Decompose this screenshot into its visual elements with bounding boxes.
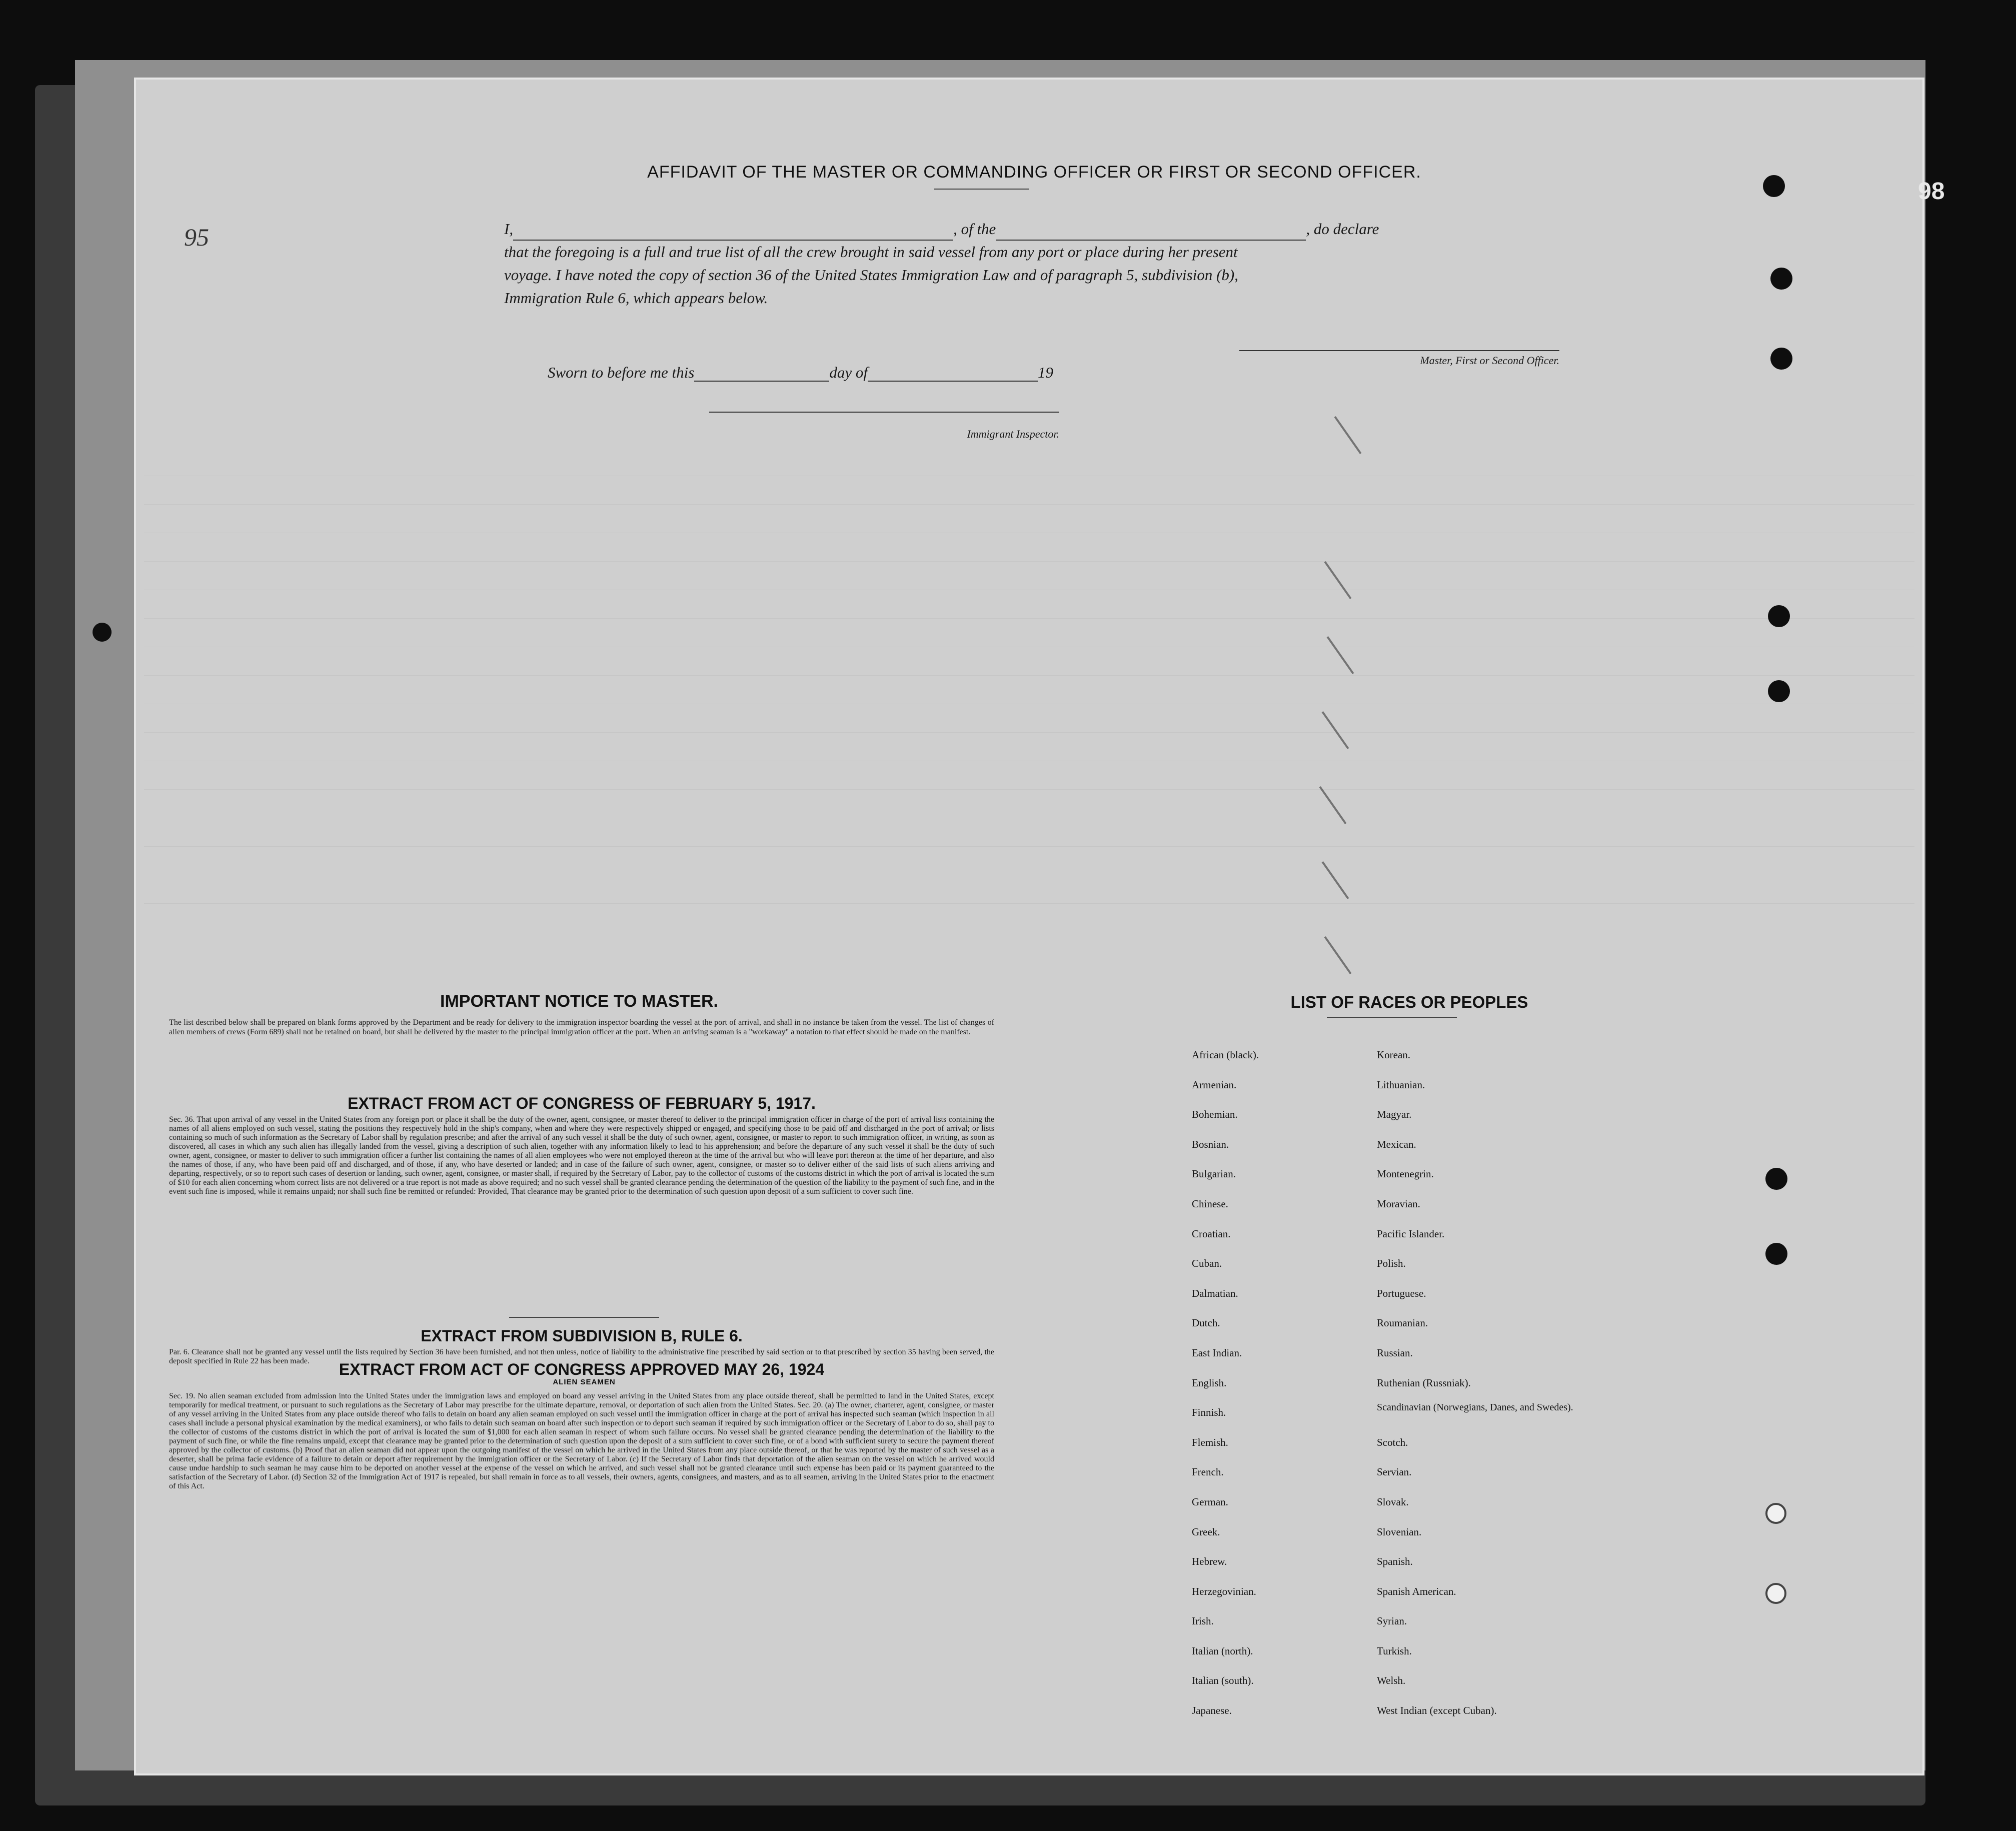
race-item: Italian (south).	[1192, 1674, 1254, 1687]
vessel-name-blank[interactable]	[996, 224, 1306, 241]
race-item: Ruthenian (Russniak).	[1377, 1376, 1471, 1389]
races-right-column	[1377, 1040, 1573, 1726]
section-divider	[509, 1317, 659, 1318]
race-item: Chinese.	[1192, 1197, 1228, 1210]
title-underline	[934, 189, 1029, 190]
race-item: Slovenian.	[1377, 1525, 1422, 1538]
punch-hole	[1765, 1243, 1787, 1265]
page-number: 98	[1918, 178, 1945, 205]
extract-1917-text: Sec. 36. That upon arrival of any vessel in the United States from any foreign port or place it shall be the duty of the owner, agent, consignee, or master thereof to deliver to the principal immigration officer in charge of the port of arrival lists containing the names of all aliens employed on such vessel, stating the positions they respectively hold in the ship's company, when and where they were respectively shipped or engaged, and specifying those to be paid off and discharged in the port of arrival; or lists containing so much of such information as the Secretary of Labor shall by regulation prescribe; and after the arrival of any such vessel it shall be the duty of such owner, agent, consignee, or master to report to such immigration officer, in writing, as soon as discovered, all cases in which any such alien has illegally landed from the vessel, giving a description of such alien, together with any information likely to lead to his apprehension; and before the departure of any such vessel it shall be the duty of such owner, agent, consignee, or master to deliver to such immigration officer a further list containing the names of all alien employees who were not employed thereon at the time of the arrival but who will leave port thereon at the time of her departure, and also the names of those, if any, who have been paid off and discharged, and of those, if any, who have deserted or landed; and in case of the failure of such owner, agent, consignee, or master so to deliver either of the said lists of such aliens arriving and departing, respectively, or so to report such cases of desertion or landing, such owner, agent, consignee, or master shall, if required by the Secretary of Labor, pay to the collector of customs of the customs district in which the port of arrival is located the sum of $10 for each alien concerning whom correct lists are not delivered or a true report is not made as above required; and no such vessel shall be granted clearance pending the determination of the question of the liability to the payment of such fine, and in the event such fine is imposed, while it remains unpaid; nor shall such fine be remitted or refunded: Provided, That clearance may be granted prior to the determination of such question upon deposit of a sum sufficient to cover such fine.	[169, 1115, 994, 1196]
race-item: Spanish American.	[1377, 1585, 1456, 1597]
affidavit-body	[504, 218, 1534, 310]
punch-hole	[1770, 268, 1792, 290]
race-item: East Indian.	[1192, 1346, 1242, 1359]
race-item: Dalmatian.	[1192, 1287, 1238, 1299]
race-item: Mexican.	[1377, 1138, 1416, 1150]
races-title: LIST OF RACES OR PEOPLES	[1290, 993, 1528, 1011]
punch-hole	[1768, 680, 1790, 702]
race-item: Croatian.	[1192, 1227, 1231, 1240]
race-item: Polish.	[1377, 1257, 1406, 1270]
race-item: Herzegovinian.	[1192, 1585, 1256, 1597]
race-item: Scandinavian (Norwegians, Danes, and Swedes).	[1377, 1402, 1573, 1413]
affidavit-line-2: that the foregoing is a full and true list of all the crew brought in said vessel from any port or place during her present	[504, 243, 1238, 261]
extract-rule6-title: EXTRACT FROM SUBDIVISION B, RULE 6.	[421, 1327, 743, 1345]
race-item: Bohemian.	[1192, 1108, 1238, 1121]
sworn-label: Sworn to before me this	[548, 364, 695, 381]
race-item: Slovak.	[1377, 1495, 1409, 1508]
manifest-page	[134, 78, 1924, 1775]
race-item: German.	[1192, 1495, 1228, 1508]
punch-hole	[1765, 1583, 1786, 1604]
race-item: English.	[1192, 1376, 1227, 1389]
notice-text: The list described below shall be prepared on blank forms approved by the Department and be ready for delivery to the immigration inspector boarding the vessel at the port of arrival, and shall in no instance be taken from the vessel. The list of changes of alien members of crews (Form 689) shall not be retained on board, but shall be delivered by the master to the principal immigration officer at the port. When an arriving seaman is a "workaway" a notation to that effect should be made on the manifest.	[169, 1018, 994, 1036]
day-of-label: day of	[829, 364, 868, 381]
race-item: Roumanian.	[1377, 1317, 1428, 1329]
race-item: Portuguese.	[1377, 1287, 1426, 1299]
inspector-caption: Immigrant Inspector.	[967, 428, 1059, 440]
race-item: Japanese.	[1192, 1704, 1232, 1717]
race-item: Spanish.	[1377, 1555, 1413, 1568]
race-item: Finnish.	[1192, 1406, 1226, 1419]
races-title-underline	[1327, 1017, 1457, 1018]
master-signature-caption: Master, First or Second Officer.	[1420, 354, 1559, 367]
affidavit-line-4: Immigration Rule 6, which appears below.	[504, 289, 768, 307]
extract-1924-subtitle: ALIEN SEAMEN	[553, 1378, 616, 1386]
notice-title: IMPORTANT NOTICE TO MASTER.	[440, 992, 718, 1011]
extract-1924-text: Sec. 19. No alien seaman excluded from admission into the United States under the immigration laws and employed on board any vessel arriving in the United States from any place outside thereof, shall be permitted to land in the United States, except temporarily for medical treatment, or pursuant to such regulations as the Secretary of Labor may prescribe for the ultimate departure, removal, or deportation of such alien from the United States. Sec. 20. (a) The owner, charterer, agent, consignee, or master of any vessel arriving in the United States from any place outside thereof who fails to detain on board any alien seaman employed on such vessel until the immigration officer in charge at the port of arrival has inspected such seaman (which inspection in all cases shall include a personal physical examination by the medical examiners), or who fails to detain such seaman on board after such inspection or to deport such seaman if required by such immigration officer or the Secretary of Labor to do so, shall pay to the collector of customs of the customs district in which the port of arrival is located the sum of $1,000 for each alien seaman in respect of whom such failure occurs. No vessel shall be granted clearance pending the determination of the liability to the payment of such fine, or while the fine remains unpaid, except that clearance may be granted prior to the determination of such question upon the deposit of a sum sufficient to cover such fine, or of a bond with sufficient surety to secure the payment thereof approved by the collector of customs. (b) Proof that an alien seaman did not appear upon the outgoing manifest of the vessel on which he arrived in the United States from any place outside thereof, or that he was reported by the master of such vessel as a deserter, shall be prima facie evidence of a failure to detain or deport after requirement by the immigration officer or the Secretary of Labor. (c) If the Secretary of Labor finds that deportation of the alien seaman on the vessel on which he arrived would cause undue hardship to such seaman he may cause him to be deported on another vessel at the expense of the vessel on which he arrived, and such vessel shall not be granted clearance until such expense has been paid or its payment guaranteed to the satisfaction of the Secretary of Labor. (d) Section 32 of the Immigration Act of 1917 is repealed, but shall remain in force as to all vessels, their owners, agents, consignees, and masters, and as to all seamen, arriving in the United States prior to the enactment of this Act.	[169, 1392, 994, 1490]
side-number: 95	[184, 223, 209, 251]
race-item: Moravian.	[1377, 1197, 1420, 1210]
race-item: Italian (north).	[1192, 1644, 1253, 1657]
race-item: Turkish.	[1377, 1644, 1412, 1657]
inspector-signature-block	[709, 412, 1059, 441]
race-item: Montenegrin.	[1377, 1168, 1434, 1180]
race-item: African (black).	[1192, 1049, 1259, 1061]
extract-1917-title: EXTRACT FROM ACT OF CONGRESS OF FEBRUARY 5, 1917.	[348, 1094, 816, 1112]
race-item: Dutch.	[1192, 1317, 1220, 1329]
punch-hole	[1768, 605, 1790, 627]
master-signature-line[interactable]	[1239, 350, 1559, 351]
punch-hole	[1763, 175, 1785, 197]
punch-hole	[1765, 1503, 1786, 1524]
race-item: Scotch.	[1377, 1436, 1408, 1448]
sworn-statement	[548, 364, 1053, 382]
inspector-signature-line[interactable]	[709, 412, 1059, 413]
race-item: Hebrew.	[1192, 1555, 1227, 1568]
race-item: Korean.	[1377, 1049, 1411, 1061]
race-item: Cuban.	[1192, 1257, 1222, 1270]
race-item: West Indian (except Cuban).	[1377, 1704, 1497, 1717]
race-item: Syrian.	[1377, 1615, 1407, 1627]
race-item: Armenian.	[1192, 1078, 1237, 1091]
race-item: Servian.	[1377, 1466, 1412, 1478]
affidavit-do-declare: , do declare	[1306, 220, 1379, 238]
punch-hole	[93, 623, 112, 642]
race-item: Pacific Islander.	[1377, 1227, 1445, 1240]
race-item: Lithuanian.	[1377, 1078, 1425, 1091]
race-item: Bosnian.	[1192, 1138, 1229, 1150]
race-item: Irish.	[1192, 1615, 1214, 1627]
affidavit-i-label: I,	[504, 220, 514, 238]
race-item: Greek.	[1192, 1525, 1220, 1538]
race-item: Magyar.	[1377, 1108, 1412, 1121]
affidavit-line-3: voyage. I have noted the copy of section 36 of the United States Immigration Law and of paragraph 5, subdivision (b),	[504, 266, 1238, 284]
extract-rule6-text: Par. 6. Clearance shall not be granted any vessel until the lists required by Section 36 have been furnished, and not then unless, notice of liability to the administrative fine prescribed by said section or to that prescribed by section 35 having been served, the deposit specified in Rule 22 has been made.	[169, 1348, 994, 1365]
punch-hole	[1765, 1168, 1787, 1190]
sworn-month-blank[interactable]	[868, 365, 1038, 382]
race-item: Flemish.	[1192, 1436, 1228, 1448]
race-item: Welsh.	[1377, 1674, 1406, 1687]
race-item: Russian.	[1377, 1346, 1413, 1359]
race-item: French.	[1192, 1466, 1224, 1478]
master-name-blank[interactable]	[513, 224, 953, 241]
affidavit-title: AFFIDAVIT OF THE MASTER OR COMMANDING OFFICER OR FIRST OR SECOND OFFICER.	[647, 163, 1421, 182]
races-left-column	[1192, 1040, 1259, 1726]
year-prefix: 19	[1037, 364, 1053, 381]
extract-1924-title: EXTRACT FROM ACT OF CONGRESS APPROVED MAY 26, 1924	[339, 1360, 825, 1378]
sworn-day-blank[interactable]	[694, 365, 829, 382]
affidavit-of-the: , of the	[953, 220, 996, 238]
punch-hole	[1770, 348, 1792, 370]
race-item: Bulgarian.	[1192, 1168, 1236, 1180]
master-signature-block	[1239, 350, 1559, 367]
